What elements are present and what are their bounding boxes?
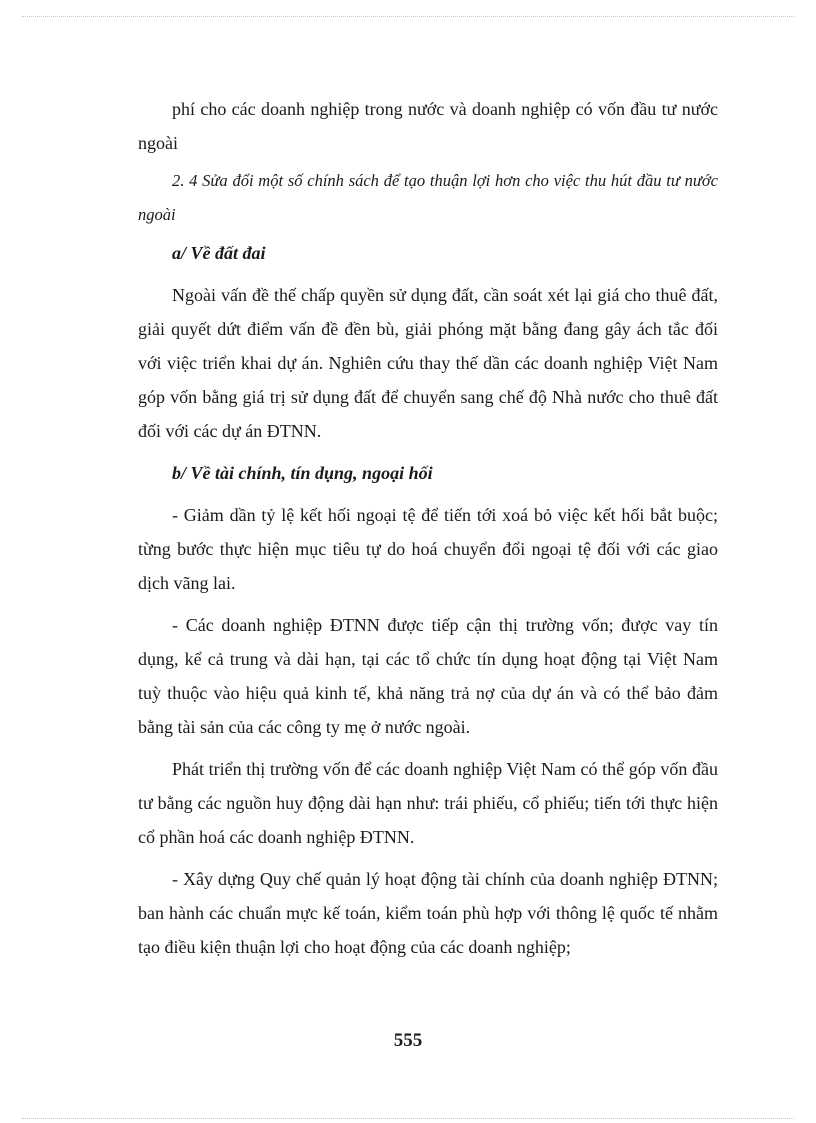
top-dotted-border xyxy=(22,16,794,17)
subheading-land: a/ Về đất đai xyxy=(172,243,266,263)
paragraph-capital-market: Phát triển thị trường vốn để các doanh nghiệp Việt Nam có thể góp vốn đầu tư bằng các nguồn huy động dài hạn như: trái phiếu, cổ phiếu; tiến tới thực hiện cổ phần hoá các doanh nghiệp ĐTNN. xyxy=(138,759,718,847)
section-heading-2-4: 2. 4 Sửa đổi một số chính sách để tạo thuận lợi hơn cho việc thu hút đầu tư nước ngoài xyxy=(138,171,718,224)
paragraph-financial-regulation: - Xây dựng Quy chế quản lý hoạt động tài chính của doanh nghiệp ĐTNN; ban hành các chuẩn mực kế toán, kiểm toán phù hợp với thông lệ quốc tế nhằm tạo điều kiện thuận lợi cho hoạt động của các doanh nghiệp; xyxy=(138,869,718,957)
paragraph-foreign-exchange: - Giảm dần tỷ lệ kết hối ngoại tệ để tiến tới xoá bỏ việc kết hối bắt buộc; từng bước thực hiện mục tiêu tự do hoá chuyển đổi ngoại tệ đối với các giao dịch vãng lai. xyxy=(138,505,718,593)
bottom-dotted-border xyxy=(22,1118,794,1119)
subheading-finance: b/ Về tài chính, tín dụng, ngoại hối xyxy=(172,463,433,483)
paragraph-land: Ngoài vấn đề thế chấp quyền sử dụng đất, cần soát xét lại giá cho thuê đất, giải quyết dứt điểm vấn đề đền bù, giải phóng mặt bằng đang gây ách tắc đối với việc triển khai dự án. Nghiên cứu thay thế dần các doanh nghiệp Việt Nam góp vốn bằng giá trị sử dụng đất để chuyển sang chế độ Nhà nước cho thuê đất đối với các dự án ĐTNN. xyxy=(138,285,718,441)
body-text xyxy=(138,92,718,964)
paragraph-credit: - Các doanh nghiệp ĐTNN được tiếp cận thị trường vốn; được vay tín dụng, kể cả trung và dài hạn, tại các tổ chức tín dụng hoạt động tại Việt Nam tuỳ thuộc vào hiệu quả kinh tế, khả năng trả nợ của dự án và có thể bảo đảm bằng tài sản của các công ty mẹ ở nước ngoài. xyxy=(138,615,718,737)
paragraph-continuation: phí cho các doanh nghiệp trong nước và doanh nghiệp có vốn đầu tư nước ngoài xyxy=(138,99,718,153)
page-number: 555 xyxy=(393,1030,423,1051)
